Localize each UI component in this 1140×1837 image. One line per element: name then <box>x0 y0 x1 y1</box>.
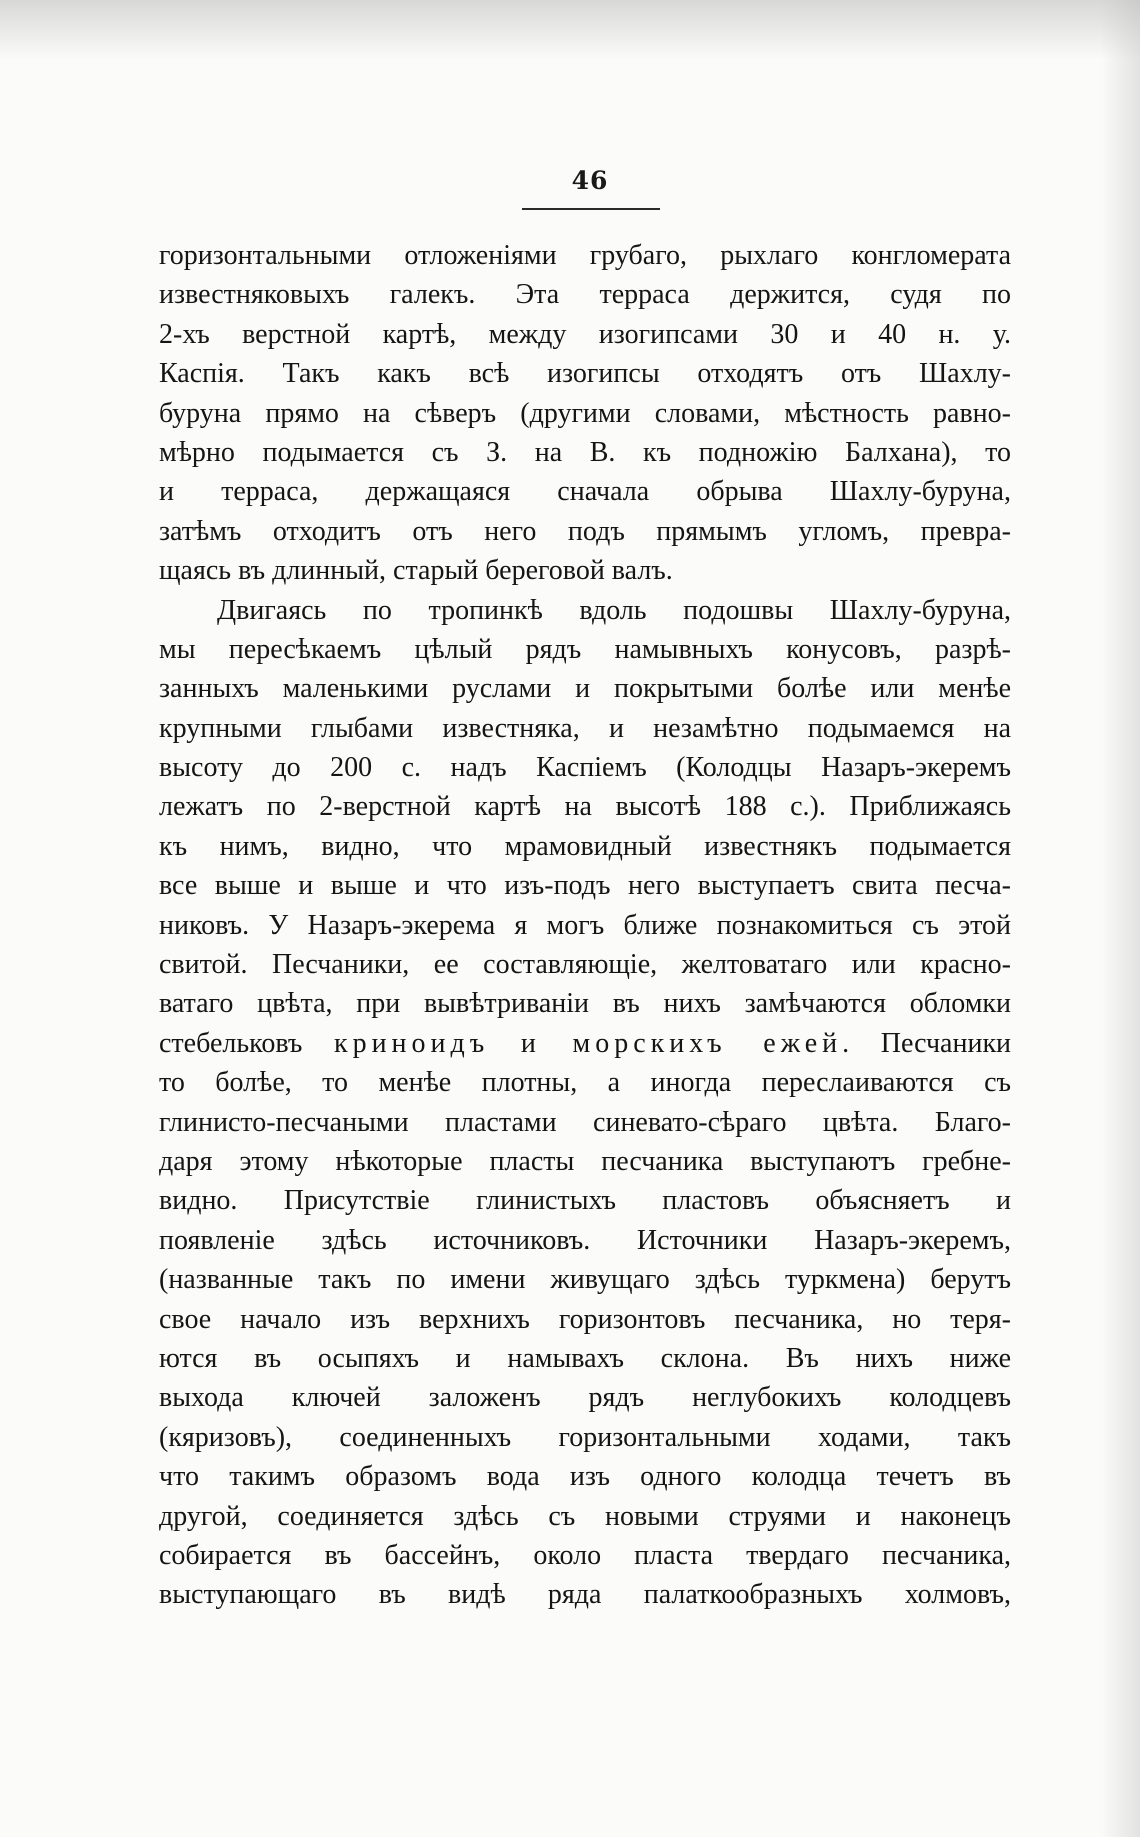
text-run: . Песчаники <box>842 1027 1011 1059</box>
text-line: то болѣе, то менѣе плотны, а иногда переслаиваются съ <box>159 1067 1011 1099</box>
text-run: стебельковъ <box>159 1027 303 1059</box>
text-line: (названные такъ по имени живущаго здѣсь туркмена) берутъ <box>159 1264 1011 1296</box>
text-line: Каспія. Такъ какъ всѣ изогипсы отходятъ отъ Шахлу- <box>159 358 1011 390</box>
text-line: щаясь въ длинный, старый береговой валъ. <box>159 555 673 587</box>
text-line: выхода ключей заложенъ рядъ неглубокихъ колодцевъ <box>159 1382 1011 1414</box>
text-line: другой, соединяется здѣсь съ новыми струями и наконецъ <box>159 1500 1011 1532</box>
text-line: горизонтальными отложеніями грубаго, рыхлаго конгломерата <box>159 240 1011 271</box>
text-line: все выше и выше и что изъ-подъ него выступаетъ свита песча- <box>159 870 1011 902</box>
text-line: собирается въ бассейнъ, около пласта твердаго песчаника, <box>159 1539 1011 1571</box>
text-line: крупными глыбами известняка, и незамѣтно подымаемся на <box>159 712 1011 744</box>
spaced-term: криноидъ <box>333 1027 490 1059</box>
spaced-term: и <box>520 1027 541 1059</box>
text-line: никовъ. У Назаръ-экерема я могъ ближе познакомиться съ этой <box>159 909 1011 941</box>
body-text <box>159 236 1011 1615</box>
text-line: высоту до 200 с. надъ Каспіемъ (Колодцы Назаръ-экеремъ <box>159 752 1011 784</box>
scan-shadow-right <box>1100 0 1140 1837</box>
text-line: 2-хъ верстной картѣ, между изогипсами 30 и 40 н. у. <box>159 318 1011 350</box>
text-line: мы пересѣкаемъ цѣлый рядъ намывныхъ конусовъ, разрѣ- <box>159 633 1011 665</box>
scan-shadow-top <box>0 0 1140 60</box>
text-line: видно. Присутствіе глинистыхъ пластовъ объясняетъ и <box>159 1185 1011 1217</box>
page-number: 46 <box>571 166 609 195</box>
text-line: ются въ осыпяхъ и намывахъ склона. Въ нихъ ниже <box>159 1342 1011 1374</box>
text-line: буруна прямо на сѣверъ (другими словами, мѣстность равно- <box>159 397 1011 429</box>
text-line: глинисто-песчаными пластами синевато-сѣраго цвѣта. Благо- <box>159 1106 1011 1138</box>
text-line: и терраса, держащаяся сначала обрыва Шахлу-буруна, <box>159 476 1011 508</box>
text-line: лежатъ по 2-верстной картѣ на высотѣ 188 с.). Приближаясь <box>159 791 1011 823</box>
page-number-rule <box>522 208 660 210</box>
text-line: мѣрно подымается съ З. на В. къ подножію Балхана), то <box>159 436 1011 468</box>
text-line: Двигаясь по тропинкѣ вдоль подошвы Шахлу-буруна, <box>217 594 1011 626</box>
text-line: известняковыхъ галекъ. Эта терраса держится, судя по <box>159 279 1011 311</box>
text-line: (кяризовъ), соединенныхъ горизонтальными ходами, такъ <box>159 1421 1011 1453</box>
text-line: ватаго цвѣта, при вывѣтриваніи въ нихъ замѣчаются обломки <box>159 988 1011 1020</box>
text-line: свое начало изъ верхнихъ горизонтовъ песчаника, но теря- <box>159 1303 1011 1335</box>
text-line: что такимъ образомъ вода изъ одного колодца течетъ въ <box>159 1461 1011 1493</box>
spaced-term: морскихъ ежей <box>572 1027 843 1059</box>
text-line: даря этому нѣкоторые пласты песчаника выступаютъ гребне- <box>159 1145 1011 1177</box>
text-line: свитой. Песчаники, ее составляющіе, желтоватаго или красно- <box>159 949 1011 981</box>
text-line: занныхъ маленькими руслами и покрытыми болѣе или менѣе <box>159 673 1011 705</box>
text-line: появленіе здѣсь источниковъ. Источники Назаръ-экеремъ, <box>159 1224 1011 1256</box>
text-line-spaced <box>159 1024 1011 1063</box>
text-line: затѣмъ отходитъ отъ него подъ прямымъ угломъ, превра- <box>159 515 1011 547</box>
text-line: выступающаго въ видѣ ряда палаткообразныхъ холмовъ, <box>159 1579 1011 1611</box>
text-line: къ нимъ, видно, что мрамовидный известнякъ подымается <box>159 830 1011 862</box>
